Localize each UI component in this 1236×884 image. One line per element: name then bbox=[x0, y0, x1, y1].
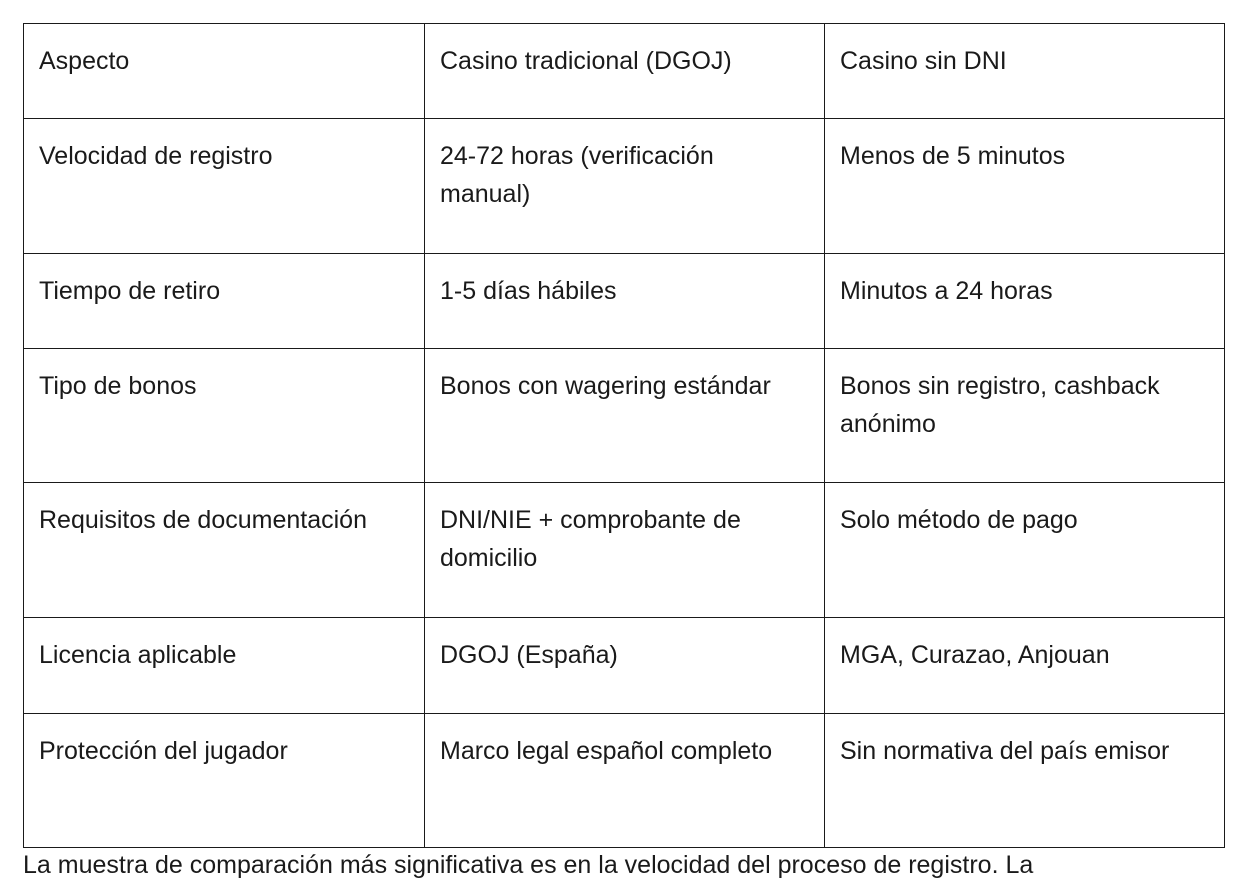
table-cell: Bonos sin registro, cashback anónimo bbox=[825, 349, 1225, 483]
table-row bbox=[24, 349, 1225, 483]
header-cell-casino-sin-dni: Casino sin DNI bbox=[825, 24, 1225, 119]
table-cell: Minutos a 24 horas bbox=[825, 254, 1225, 349]
header-cell-aspecto: Aspecto bbox=[24, 24, 425, 119]
trailing-paragraph-text: La muestra de comparación más significativa es en la velocidad del proceso de registro. La bbox=[23, 851, 1034, 879]
table-cell: Solo método de pago bbox=[825, 483, 1225, 618]
table-cell: Licencia aplicable bbox=[24, 618, 425, 714]
table-cell: Sin normativa del país emisor bbox=[825, 714, 1225, 848]
table-cell: Tiempo de retiro bbox=[24, 254, 425, 349]
table-cell: Tipo de bonos bbox=[24, 349, 425, 483]
table-row bbox=[24, 618, 1225, 714]
table-row bbox=[24, 254, 1225, 349]
table-cell: 1-5 días hábiles bbox=[425, 254, 825, 349]
table-header-row bbox=[24, 24, 1225, 119]
table-row bbox=[24, 119, 1225, 254]
header-cell-casino-tradicional: Casino tradicional (DGOJ) bbox=[425, 24, 825, 119]
table-cell: Menos de 5 minutos bbox=[825, 119, 1225, 254]
table-cell: Velocidad de registro bbox=[24, 119, 425, 254]
table-cell: DNI/NIE + comprobante de domicilio bbox=[425, 483, 825, 618]
comparison-table bbox=[23, 23, 1225, 848]
table-row bbox=[24, 483, 1225, 618]
table-cell: 24-72 horas (verificación manual) bbox=[425, 119, 825, 254]
table-row bbox=[24, 714, 1225, 848]
table-cell: Marco legal español completo bbox=[425, 714, 825, 848]
table-cell: Requisitos de documentación bbox=[24, 483, 425, 618]
table-cell: Bonos con wagering estándar bbox=[425, 349, 825, 483]
table-cell: MGA, Curazao, Anjouan bbox=[825, 618, 1225, 714]
table-cell: DGOJ (España) bbox=[425, 618, 825, 714]
table-cell: Protección del jugador bbox=[24, 714, 425, 848]
